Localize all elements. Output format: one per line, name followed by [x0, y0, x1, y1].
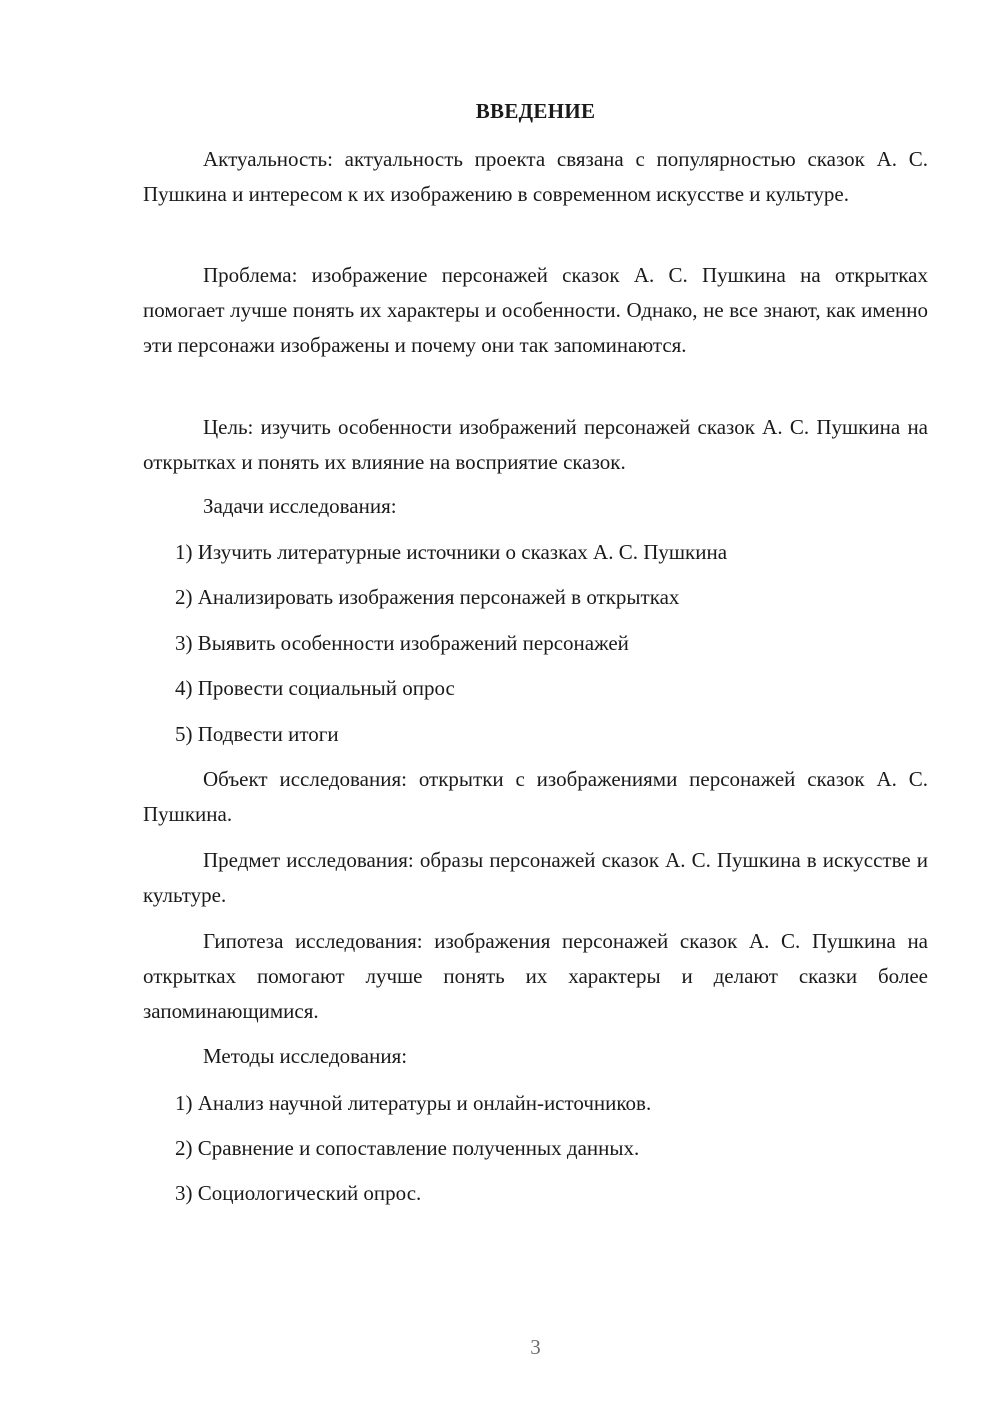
task-item: 2) Анализировать изображения персонажей в открытках	[175, 585, 680, 609]
task-item: 1) Изучить литературные источники о сказках А. С. Пушкина	[175, 540, 728, 564]
subject-paragraph: Предмет исследования: образы персонажей сказок А. С. Пушкина в искусстве и культуре.	[143, 848, 928, 907]
hypothesis-paragraph: Гипотеза исследования: изображения персонажей сказок А. С. Пушкина на открытках помогают лучше понять их характеры и делают сказки более запоминающимися.	[143, 929, 928, 1023]
object-paragraph: Объект исследования: открытки с изображениями персонажей сказок А. С. Пушкина.	[143, 767, 928, 826]
task-item: 4) Провести социальный опрос	[175, 676, 455, 700]
tasks-heading: Задачи исследования:	[203, 494, 397, 518]
page-title: ВВЕДЕНИЕ	[475, 99, 596, 123]
method-item: 3) Социологический опрос.	[175, 1181, 422, 1205]
methods-heading: Методы исследования:	[203, 1044, 408, 1068]
task-item: 3) Выявить особенности изображений персонажей	[175, 631, 629, 655]
task-item: 5) Подвести итоги	[175, 722, 339, 746]
goal-paragraph: Цель: изучить особенности изображений персонажей сказок А. С. Пушкина на открытках и понять их влияние на восприятие сказок.	[143, 415, 928, 474]
document-page	[143, 0, 928, 1414]
relevance-paragraph: Актуальность: актуальность проекта связана с популярностью сказок А. С. Пушкина и интересом к их изображению в современном искусстве и культуре.	[143, 147, 928, 206]
method-item: 2) Сравнение и сопоставление полученных данных.	[175, 1136, 640, 1160]
page-number: 3	[530, 1335, 541, 1359]
method-item: 1) Анализ научной литературы и онлайн-источников.	[175, 1091, 652, 1115]
problem-paragraph: Проблема: изображение персонажей сказок А. С. Пушкина на открытках помогает лучше понять их характеры и особенности. Однако, не все знают, как именно эти персонажи изображены и почему они так запоминаются.	[143, 263, 928, 357]
